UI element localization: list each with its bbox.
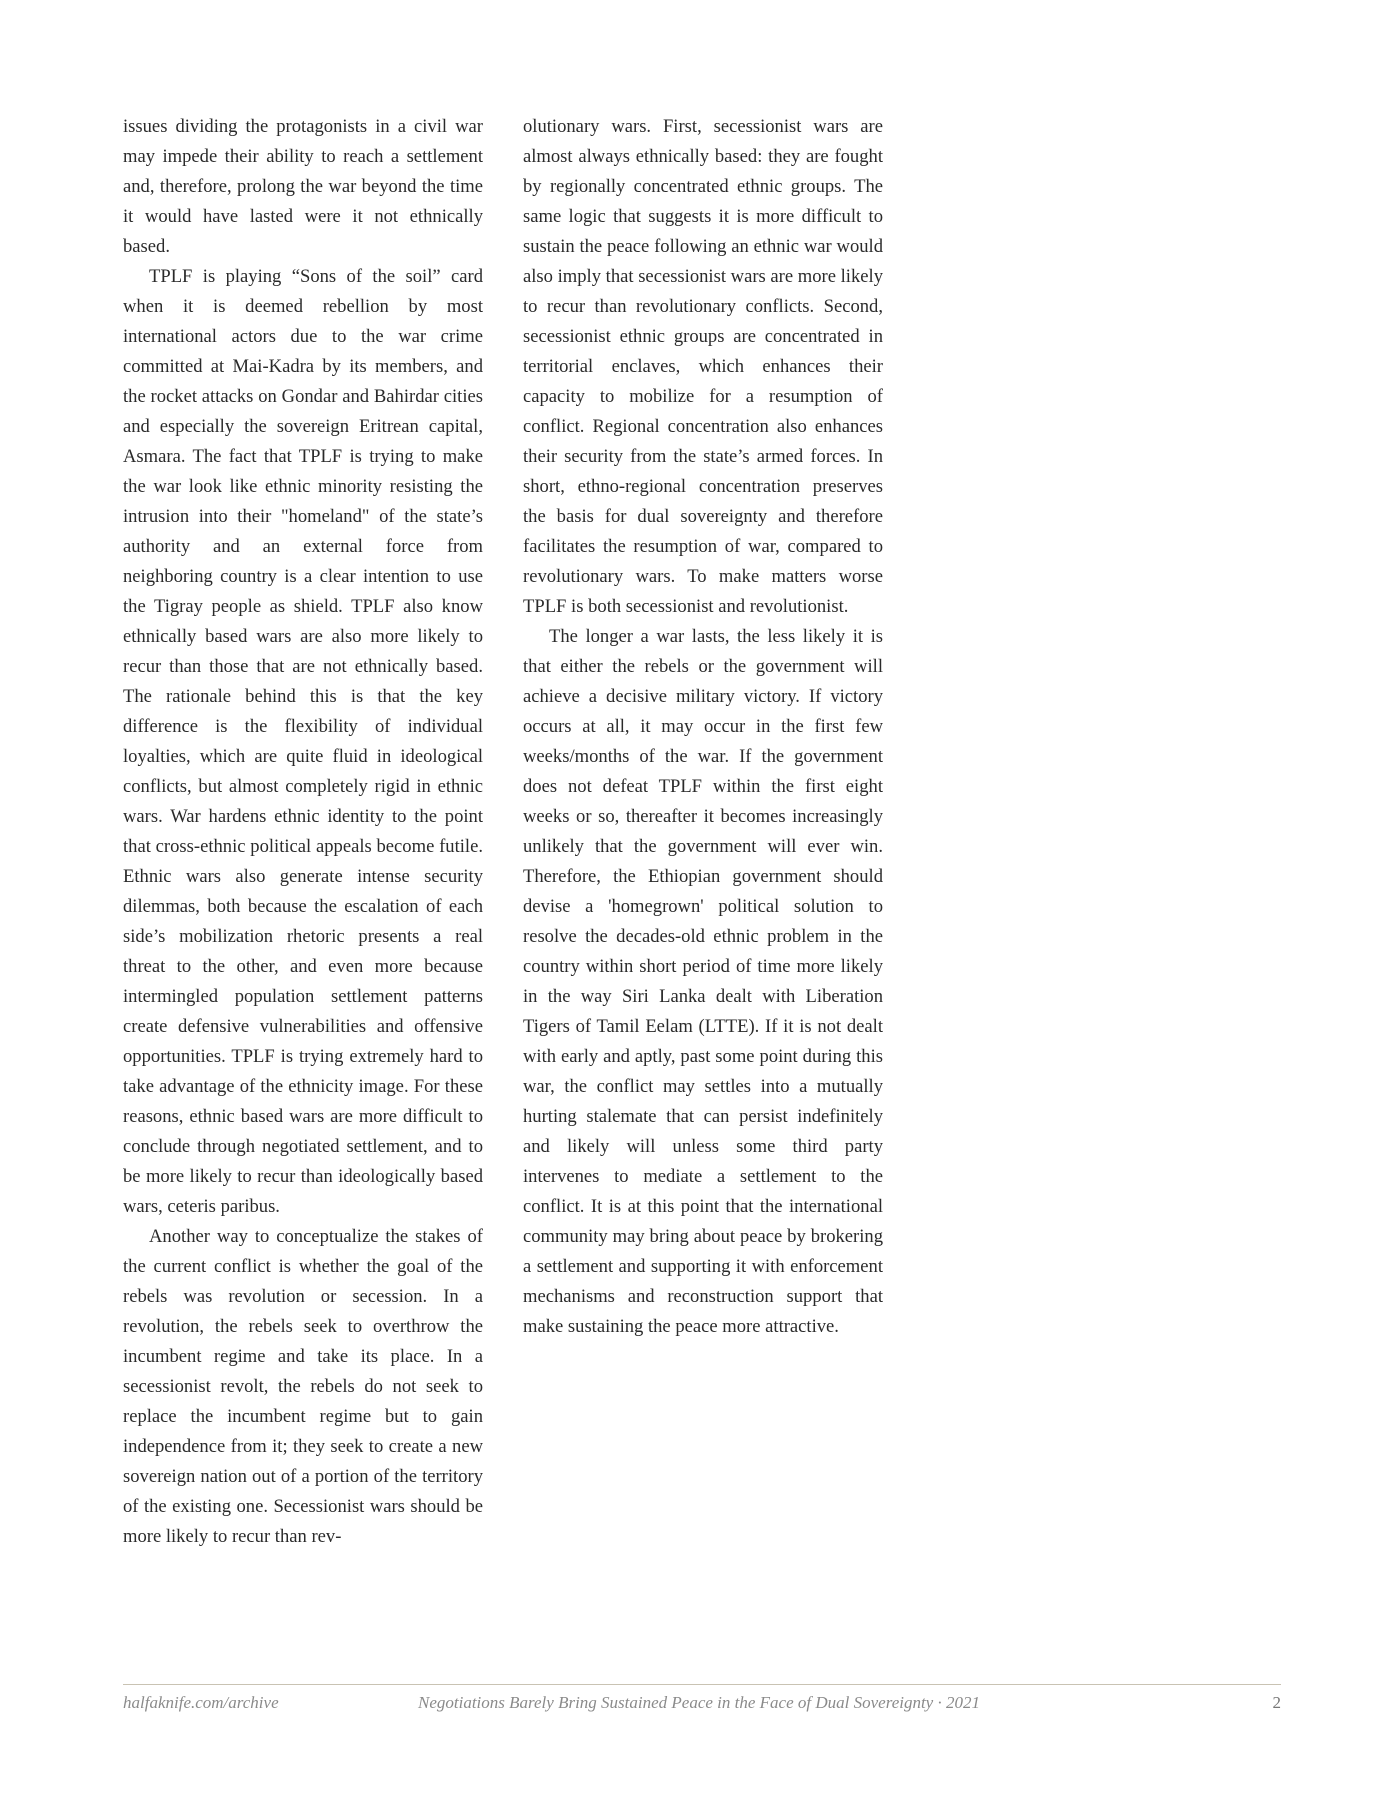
paragraph: Another way to conceptualize the stakes of the current conflict is whether the goal of the rebels was revolution or secession. In a revolution, the rebels seek to overthrow the incumbent regime and take its place. In a secessionist revolt, the rebels do not seek to replace the incumbent regime but to gain independence from it; they seek to create a new sovereign nation out of a portion of the territory of the existing one. Secessionist wars should be more likely to recur than rev-	[123, 1226, 483, 1547]
page-number: 2	[1272, 1693, 1281, 1712]
paragraph: TPLF is playing “Sons of the soil” card when it is deemed rebellion by most international actors due to the war crime committed at Mai-Kadra by its members, and the rocket attacks on Gondar and Bahirdar cities and especially the sovereign Eritrean capital, Asmara. The fact that TPLF is trying to make the war look like ethnic minority resisting the intrusion into their "homeland" of the state’s authority and an external force from neighboring country is a clear intention to use the Tigray people as shield. TPLF also know ethnically based wars are also more likely to recur than those that are not ethnically based. The rationale behind this is that the key difference is the flexibility of individual loyalties, which are quite fluid in ideological conflicts, but almost completely rigid in ethnic wars. War hardens ethnic identity to the point that cross-ethnic political appeals become futile. Ethnic wars also generate intense security dilemmas, both because the escalation of each side’s mobilization rhetoric presents a real threat to the other, and even more because intermingled population settlement patterns create defensive vulnerabilities and offensive opportunities. TPLF is trying extremely hard to take advantage of the ethnicity image. For these reasons, ethnic based wars are more difficult to conclude through negotiated settlement, and to be more likely to recur than ideologically based wars, ceteris paribus.	[123, 266, 483, 1217]
page-footer	[123, 1693, 1281, 1725]
body-columns	[123, 112, 883, 1552]
left-column	[123, 112, 483, 1552]
paragraph: The longer a war lasts, the less likely it is that either the rebels or the government will achieve a decisive military victory. If victory occurs at all, it may occur in the first few weeks/months of the war. If the government does not defeat TPLF within the first eight weeks or so, thereafter it becomes increasingly unlikely that the government will ever win. Therefore, the Ethiopian government should devise a 'homegrown' political solution to resolve the decades-old ethnic problem in the country within short period of time more likely in the way Siri Lanka dealt with Liberation Tigers of Tamil Eelam (LTTE). If it is not dealt with early and aptly, past some point during this war, the conflict may settles into a mutually hurting stalemate that can persist indefinitely and likely will unless some third party intervenes to mediate a settlement to the conflict. It is at this point that the international community may bring about peace by brokering a settlement and supporting it with enforcement mechanisms and reconstruction support that make sustaining the peace more attractive.	[523, 626, 883, 1337]
footer-site-link[interactable]: halfaknife.com/archive	[123, 1693, 279, 1712]
right-column	[523, 112, 883, 1552]
footer-divider	[123, 1684, 1281, 1685]
paragraph: olutionary wars. First, secessionist wars are almost always ethnically based: they are fought by regionally concentrated ethnic groups. The same logic that suggests it is more difficult to sustain the peace following an ethnic war would also imply that secessionist wars are more likely to recur than revolutionary conflicts. Second, secessionist ethnic groups are concentrated in territorial enclaves, which enhances their capacity to mobilize for a resumption of conflict. Regional concentration also enhances their security from the state’s armed forces. In short, ethno-regional concentration preserves the basis for dual sovereignty and therefore facilitates the resumption of war, compared to revolutionary wars. To make matters worse TPLF is both secessionist and revolutionist.	[523, 116, 883, 617]
footer-document-title: Negotiations Barely Bring Sustained Peace in the Face of Dual Sovereignty · 2021	[418, 1693, 980, 1712]
paragraph: issues dividing the protagonists in a civil war may impede their ability to reach a settlement and, therefore, prolong the war beyond the time it would have lasted were it not ethnically based.	[123, 116, 483, 257]
